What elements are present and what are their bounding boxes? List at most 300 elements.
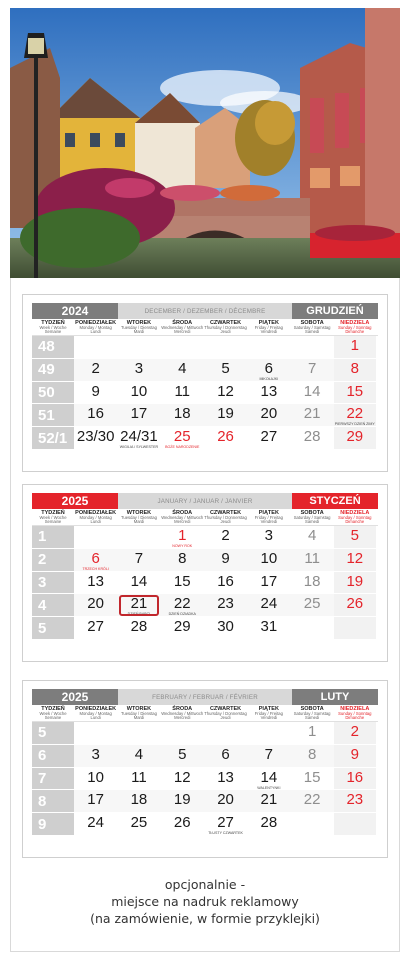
day-cell[interactable] xyxy=(161,526,204,549)
day-number: 28 xyxy=(130,618,148,636)
day-cell[interactable] xyxy=(117,572,160,595)
day-cell[interactable] xyxy=(74,549,117,572)
day-number: 14 xyxy=(260,768,278,786)
weekday-name: SOBOTA xyxy=(300,320,324,326)
weekday-header xyxy=(32,705,74,721)
day-number: 23/30 xyxy=(76,428,115,446)
day-cell[interactable] xyxy=(290,790,333,813)
day-cell[interactable] xyxy=(334,768,376,791)
month-header xyxy=(32,689,378,705)
weekday-header xyxy=(74,319,117,335)
day-cell[interactable] xyxy=(117,617,160,640)
weekday-header-row xyxy=(32,705,378,722)
day-cell[interactable] xyxy=(334,382,376,405)
day-cell[interactable] xyxy=(161,404,204,427)
day-number: 9 xyxy=(221,549,230,567)
day-cell[interactable] xyxy=(334,572,376,595)
day-number: 10 xyxy=(87,768,104,786)
day-number: 8 xyxy=(350,359,359,377)
day-number: 16 xyxy=(217,572,234,590)
weekday-header xyxy=(247,319,290,335)
day-number: 20 xyxy=(87,595,104,613)
day-cell[interactable] xyxy=(247,404,290,427)
day-number: 15 xyxy=(173,572,191,590)
week-number: 8 xyxy=(32,790,74,813)
day-cell[interactable] xyxy=(74,617,117,640)
day-number: 12 xyxy=(346,549,364,567)
weekday-header xyxy=(290,319,333,335)
day-note: NOWY ROK xyxy=(172,544,193,548)
day-cell[interactable] xyxy=(117,382,160,405)
week-number: 5 xyxy=(32,722,74,745)
day-number: 29 xyxy=(346,428,364,446)
day-number: 25 xyxy=(173,428,191,446)
day-cell[interactable] xyxy=(161,549,204,572)
day-number: 23 xyxy=(346,791,364,809)
weekday-translation: Saturday / Samstag Samedi xyxy=(293,514,331,525)
day-number: 7 xyxy=(264,745,273,763)
day-cell[interactable] xyxy=(74,813,117,836)
day-number: 4 xyxy=(307,527,317,544)
weekday-name: WTOREK xyxy=(126,706,152,712)
day-number: 10 xyxy=(260,549,278,567)
weekday-header xyxy=(204,509,247,525)
day-number: 18 xyxy=(173,405,191,423)
day-number: 19 xyxy=(173,791,191,809)
day-cell[interactable] xyxy=(204,404,247,427)
day-number: 1 xyxy=(307,723,317,740)
day-number: 2 xyxy=(350,723,359,740)
weekday-translation: Saturday / Samstag Samedi xyxy=(293,710,331,721)
week-number: 3 xyxy=(32,572,74,595)
day-number: 20 xyxy=(217,791,234,809)
day-cell[interactable] xyxy=(204,549,247,572)
day-number: 9 xyxy=(350,745,359,763)
weekday-name: NIEDZIELA xyxy=(340,510,370,516)
day-cell[interactable] xyxy=(247,526,290,549)
week-number: 5 xyxy=(32,617,74,640)
day-number: 28 xyxy=(260,814,278,832)
day-number: 17 xyxy=(130,405,148,423)
weekday-name: SOBOTA xyxy=(300,706,324,712)
day-cell[interactable] xyxy=(161,382,204,405)
month-translations: DECEMBER / DEZEMBER / DÉCEMBRE xyxy=(118,303,292,319)
empty-day-cell xyxy=(334,813,376,836)
day-cell[interactable] xyxy=(334,722,376,745)
weekday-translation: Monday / Montag Lundi xyxy=(79,324,112,335)
day-cell[interactable] xyxy=(161,617,204,640)
day-cell[interactable] xyxy=(161,359,204,382)
day-cell[interactable] xyxy=(74,768,117,791)
weekday-translation: Week / Woche Semaine xyxy=(39,514,67,525)
weekday-header xyxy=(161,705,204,721)
day-cell[interactable] xyxy=(247,813,290,836)
day-number: 14 xyxy=(303,382,321,400)
day-cell[interactable] xyxy=(117,745,160,768)
day-cell[interactable] xyxy=(334,427,376,450)
weekday-header xyxy=(290,705,333,721)
day-number: 27 xyxy=(260,428,278,446)
day-number: 18 xyxy=(130,791,148,809)
day-number: 22 xyxy=(346,405,364,423)
day-cell[interactable] xyxy=(117,768,160,791)
weekday-name: ŚRODA xyxy=(172,510,193,516)
weekday-name: TYDZIEŃ xyxy=(41,510,65,516)
month-header xyxy=(32,303,378,319)
footer-line-2: miejsce na nadruk reklamowy xyxy=(111,894,299,909)
day-number: 2 xyxy=(221,527,230,544)
weekday-header xyxy=(74,509,117,525)
weekday-name: NIEDZIELA xyxy=(340,320,370,326)
week-number: 49 xyxy=(32,359,74,382)
day-number: 28 xyxy=(303,428,321,446)
year-label: 2025 xyxy=(32,493,118,509)
weekday-translation: Sunday / Sonntag Dimanche xyxy=(338,710,372,721)
weekday-header xyxy=(161,319,204,335)
day-cell[interactable] xyxy=(247,768,290,791)
weekday-translation: Thursday / Donnerstag Jeudi xyxy=(204,710,247,721)
day-cell[interactable] xyxy=(290,359,333,382)
weekday-translation: Sunday / Sonntag Dimanche xyxy=(338,514,372,525)
day-cell[interactable] xyxy=(334,594,376,617)
month-block-february xyxy=(22,680,388,858)
day-cell[interactable] xyxy=(161,572,204,595)
day-number: 21 xyxy=(260,791,278,809)
day-cell[interactable] xyxy=(290,526,333,549)
empty-day-cell xyxy=(74,336,117,359)
day-cell[interactable] xyxy=(247,382,290,405)
empty-day-cell xyxy=(247,336,290,359)
day-number: 29 xyxy=(173,618,191,636)
day-number: 5 xyxy=(221,359,230,377)
day-number: 16 xyxy=(87,405,104,423)
day-cell[interactable] xyxy=(290,572,333,595)
day-number: 14 xyxy=(130,572,148,590)
month-name: LUTY xyxy=(292,689,378,705)
day-cell[interactable] xyxy=(117,594,160,617)
day-number: 27 xyxy=(87,618,104,636)
day-note: DZIEŃ BABCI xyxy=(127,612,151,617)
day-number: 16 xyxy=(346,768,364,786)
weeks-grid xyxy=(32,526,378,640)
day-cell[interactable] xyxy=(74,404,117,427)
weekday-translation: Monday / Montag Lundi xyxy=(79,710,112,721)
day-cell[interactable] xyxy=(117,549,160,572)
day-cell[interactable] xyxy=(204,617,247,640)
weekday-translation: Sunday / Sonntag Dimanche xyxy=(338,324,372,335)
day-cell[interactable] xyxy=(161,813,204,836)
year-label: 2025 xyxy=(32,689,118,705)
empty-day-cell xyxy=(161,336,204,359)
header-photo xyxy=(10,8,400,278)
day-number: 1 xyxy=(178,527,187,544)
day-cell[interactable] xyxy=(74,572,117,595)
day-cell[interactable] xyxy=(117,427,160,450)
month-header xyxy=(32,493,378,509)
day-cell[interactable] xyxy=(247,427,290,450)
empty-day-cell xyxy=(117,526,160,549)
day-cell[interactable] xyxy=(204,594,247,617)
day-number: 15 xyxy=(303,768,321,786)
empty-day-cell xyxy=(204,336,247,359)
day-number: 24/31 xyxy=(120,428,158,446)
weekday-name: CZWARTEK xyxy=(209,706,242,712)
weeks-grid xyxy=(32,722,378,836)
day-number: 26 xyxy=(217,428,234,446)
weekday-translation: Wednesday / Mittwoch Mercredi xyxy=(161,514,204,525)
empty-day-cell xyxy=(74,526,117,549)
empty-day-cell xyxy=(290,813,333,836)
day-number: 6 xyxy=(221,745,230,763)
day-cell[interactable] xyxy=(161,768,204,791)
day-cell[interactable] xyxy=(334,404,376,427)
weekday-name: PONIEDZIAŁEK xyxy=(75,706,117,712)
week-number: 2 xyxy=(32,549,74,572)
day-cell[interactable] xyxy=(117,404,160,427)
day-number: 20 xyxy=(260,405,278,423)
day-cell[interactable] xyxy=(247,572,290,595)
weekday-translation: Tuesday / Dienstag Mardi xyxy=(120,710,157,721)
month-block-december xyxy=(22,294,388,472)
day-number: 17 xyxy=(260,572,278,590)
weekday-name: PIĄTEK xyxy=(258,510,279,516)
month-name: STYCZEŃ xyxy=(292,493,378,509)
weekday-header xyxy=(117,319,160,335)
day-note: TŁUSTY CZWARTEK xyxy=(208,831,243,836)
day-number: 7 xyxy=(134,549,144,567)
day-note: MIKOŁAJKI xyxy=(259,376,279,381)
empty-day-cell xyxy=(74,722,117,745)
day-number: 9 xyxy=(91,382,100,400)
day-cell[interactable] xyxy=(290,594,333,617)
weekday-name: PIĄTEK xyxy=(258,706,279,712)
advert-placeholder xyxy=(10,876,400,927)
day-cell[interactable] xyxy=(74,427,117,450)
week-number: 52/1 xyxy=(32,427,74,450)
empty-day-cell xyxy=(204,722,247,745)
day-cell[interactable] xyxy=(290,722,333,745)
day-cell[interactable] xyxy=(161,790,204,813)
day-note: BOŻE NARODZENIE xyxy=(165,445,200,450)
weeks-grid xyxy=(32,336,378,450)
day-number: 2 xyxy=(91,359,100,377)
weekday-name: TYDZIEŃ xyxy=(41,320,65,326)
day-number: 17 xyxy=(87,791,104,809)
month-translations: JANUARY / JANUAR / JANVIER xyxy=(118,493,292,509)
day-note: PIERWSZY DZIEŃ ZIMY xyxy=(334,422,375,427)
weekday-name: PONIEDZIAŁEK xyxy=(75,320,117,326)
weekday-name: CZWARTEK xyxy=(209,320,242,326)
day-number: 21 xyxy=(130,595,148,613)
weekday-translation: Week / Woche Semaine xyxy=(39,324,67,335)
weekday-name: WTOREK xyxy=(126,510,152,516)
empty-day-cell xyxy=(161,722,204,745)
day-number: 22 xyxy=(173,595,191,613)
footer-line-3: (na zamówienie, w formie przyklejki) xyxy=(90,911,320,926)
day-number: 13 xyxy=(87,572,104,590)
weekday-translation: Wednesday / Mittwoch Mercredi xyxy=(161,710,204,721)
month-translations: FEBRUARY / FEBRUAR / FÉVRIER xyxy=(118,689,292,705)
day-number: 7 xyxy=(307,359,317,377)
empty-day-cell xyxy=(334,617,376,640)
weekday-translation: Friday / Freitag Vendredi xyxy=(254,324,283,335)
weekday-name: SOBOTA xyxy=(300,510,324,516)
day-number: 8 xyxy=(178,549,187,567)
day-cell[interactable] xyxy=(334,745,376,768)
day-cell[interactable] xyxy=(247,745,290,768)
day-number: 11 xyxy=(304,549,320,567)
day-note: WALENTYNKI xyxy=(257,785,281,790)
day-note: DZIEŃ DZIADKA xyxy=(168,612,196,617)
day-cell[interactable] xyxy=(290,549,333,572)
weekday-header-row xyxy=(32,509,378,526)
today-marker xyxy=(119,595,159,616)
day-cell[interactable] xyxy=(204,359,247,382)
day-cell[interactable] xyxy=(204,427,247,450)
week-number: 48 xyxy=(32,336,74,359)
day-number: 1 xyxy=(350,337,359,354)
day-cell[interactable] xyxy=(204,745,247,768)
day-number: 19 xyxy=(346,572,364,590)
day-number: 30 xyxy=(217,618,234,636)
day-number: 3 xyxy=(134,359,144,377)
day-number: 18 xyxy=(303,572,321,590)
day-number: 25 xyxy=(130,814,148,832)
weekday-header xyxy=(32,509,74,525)
day-cell[interactable] xyxy=(74,745,117,768)
day-cell[interactable] xyxy=(247,617,290,640)
day-cell[interactable] xyxy=(117,359,160,382)
weekday-header xyxy=(334,509,376,525)
day-cell[interactable] xyxy=(204,813,247,836)
day-cell[interactable] xyxy=(204,790,247,813)
day-cell[interactable] xyxy=(290,745,333,768)
weekday-header xyxy=(32,319,74,335)
day-note: WIGILIA / SYLWESTER xyxy=(119,445,159,450)
week-number: 1 xyxy=(32,526,74,549)
day-cell[interactable] xyxy=(161,594,204,617)
week-number: 51 xyxy=(32,404,74,427)
weekday-header xyxy=(117,705,160,721)
day-cell[interactable] xyxy=(334,336,376,359)
weekday-header xyxy=(334,319,376,335)
weekday-translation: Wednesday / Mittwoch Mercredi xyxy=(161,324,204,335)
town-canal-illustration xyxy=(10,8,400,278)
day-cell[interactable] xyxy=(74,382,117,405)
day-number: 3 xyxy=(91,745,100,763)
week-number: 7 xyxy=(32,768,74,791)
weekday-name: NIEDZIELA xyxy=(340,706,370,712)
day-cell[interactable] xyxy=(204,382,247,405)
weekday-name: CZWARTEK xyxy=(209,510,242,516)
week-number: 50 xyxy=(32,382,74,405)
day-cell[interactable] xyxy=(290,382,333,405)
empty-day-cell xyxy=(117,722,160,745)
weekday-name: ŚRODA xyxy=(172,320,193,326)
day-number: 15 xyxy=(346,382,364,400)
day-number: 24 xyxy=(87,814,104,832)
weekday-header xyxy=(117,509,160,525)
weekday-header xyxy=(247,509,290,525)
day-cell[interactable] xyxy=(204,526,247,549)
day-number: 4 xyxy=(134,745,144,763)
weekday-translation: Saturday / Samstag Samedi xyxy=(293,324,331,335)
day-number: 27 xyxy=(217,814,234,832)
empty-day-cell xyxy=(290,617,333,640)
day-cell[interactable] xyxy=(247,359,290,382)
day-number: 26 xyxy=(346,595,364,613)
weekday-translation: Friday / Freitag Vendredi xyxy=(254,514,283,525)
day-number: 24 xyxy=(260,595,278,613)
day-cell[interactable] xyxy=(74,594,117,617)
weekday-name: TYDZIEŃ xyxy=(41,706,65,712)
day-number: 13 xyxy=(217,768,234,786)
day-number: 25 xyxy=(303,595,321,613)
day-cell[interactable] xyxy=(247,594,290,617)
day-cell[interactable] xyxy=(334,359,376,382)
day-cell[interactable] xyxy=(74,790,117,813)
month-name: GRUDZIEŃ xyxy=(292,303,378,319)
weekday-header xyxy=(74,705,117,721)
day-number: 10 xyxy=(130,382,148,400)
day-number: 11 xyxy=(131,768,147,786)
day-cell[interactable] xyxy=(204,572,247,595)
weekday-name: PIĄTEK xyxy=(258,320,279,326)
day-cell[interactable] xyxy=(290,404,333,427)
day-number: 31 xyxy=(260,618,278,636)
weekday-header xyxy=(204,319,247,335)
day-cell[interactable] xyxy=(161,745,204,768)
weekday-translation: Friday / Freitag Vendredi xyxy=(254,710,283,721)
day-number: 23 xyxy=(217,595,234,613)
day-number: 26 xyxy=(173,814,191,832)
month-block-january xyxy=(22,484,388,662)
week-number: 9 xyxy=(32,813,74,836)
empty-day-cell xyxy=(247,722,290,745)
weekday-translation: Thursday / Donnerstag Jeudi xyxy=(204,514,247,525)
day-number: 19 xyxy=(217,405,234,423)
day-cell[interactable] xyxy=(247,549,290,572)
day-note: TRZECH KRÓLI xyxy=(82,566,109,571)
day-number: 11 xyxy=(174,382,191,400)
weekday-translation: Week / Woche Semaine xyxy=(39,710,67,721)
day-cell[interactable] xyxy=(117,790,160,813)
day-number: 5 xyxy=(178,745,187,763)
weekday-name: WTOREK xyxy=(126,320,152,326)
weekday-translation: Monday / Montag Lundi xyxy=(79,514,112,525)
week-number: 4 xyxy=(32,594,74,617)
day-cell[interactable] xyxy=(247,790,290,813)
day-cell[interactable] xyxy=(161,427,204,450)
day-cell[interactable] xyxy=(74,359,117,382)
weekday-header-row xyxy=(32,319,378,336)
day-cell[interactable] xyxy=(117,813,160,836)
day-number: 21 xyxy=(303,405,321,423)
week-number: 6 xyxy=(32,745,74,768)
day-cell[interactable] xyxy=(334,549,376,572)
weekday-header xyxy=(334,705,376,721)
day-number: 6 xyxy=(91,549,100,567)
footer-line-1: opcjonalnie - xyxy=(164,877,246,892)
weekday-header xyxy=(290,509,333,525)
day-cell[interactable] xyxy=(334,790,376,813)
day-cell[interactable] xyxy=(290,768,333,791)
day-cell[interactable] xyxy=(334,526,376,549)
year-label: 2024 xyxy=(32,303,118,319)
day-cell[interactable] xyxy=(290,427,333,450)
weekday-translation: Tuesday / Dienstag Mardi xyxy=(120,514,157,525)
day-cell[interactable] xyxy=(204,768,247,791)
